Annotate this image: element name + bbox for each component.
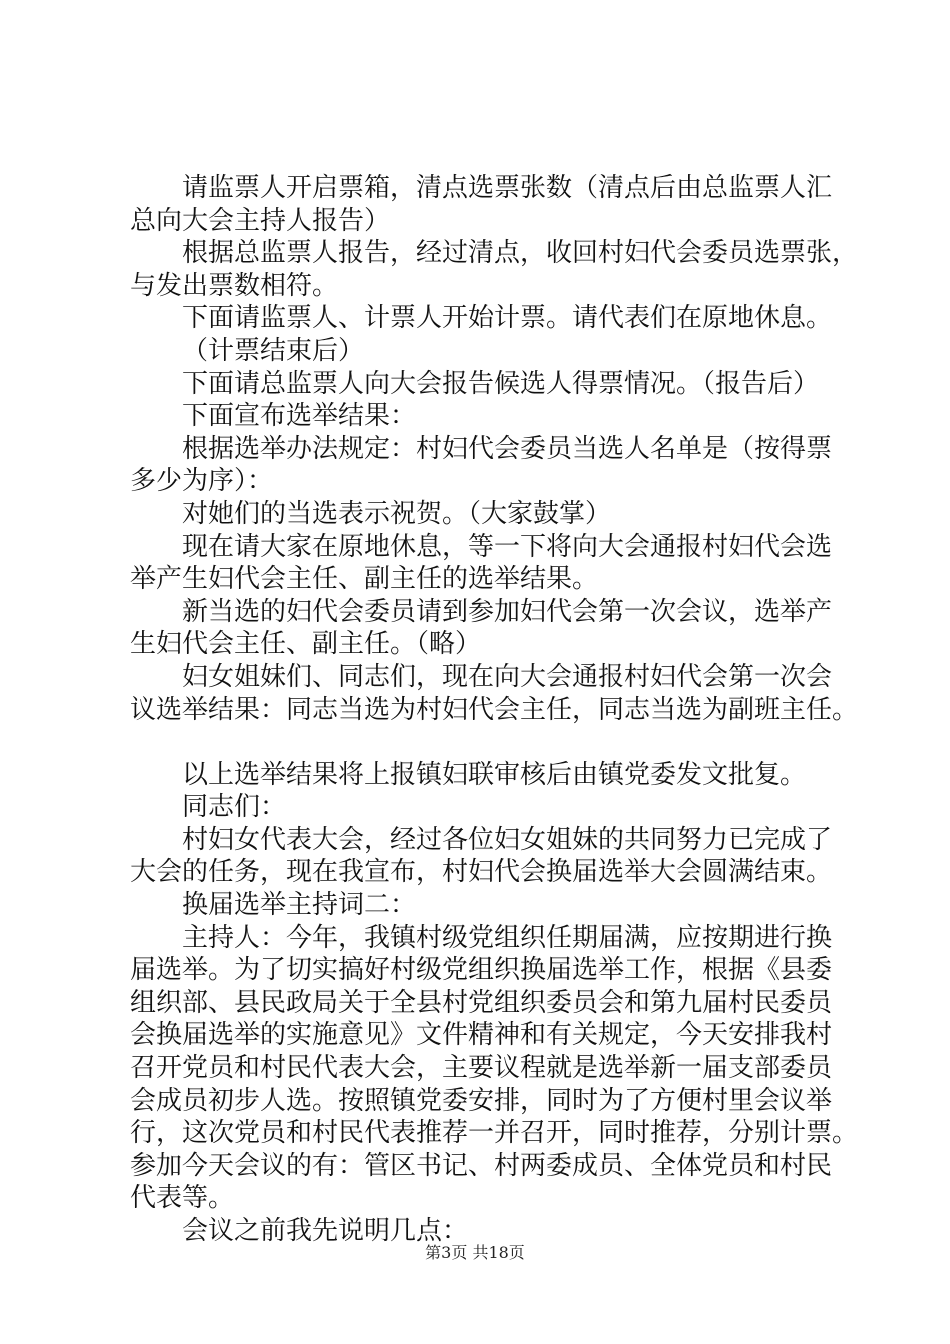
text-line: 同志们： [182,792,287,823]
text-line: 主持人：今年，我镇村级党组织任期届满，应按期进行换 [182,922,833,953]
text-line: 参加今天会议的有：管区书记、村两委成员、全体党员和村民 [130,1150,833,1181]
text-line: 根据选举办法规定：村妇代会委员当选人名单是（按得票 [182,433,833,464]
text-line: 对她们的当选表示祝贺。（大家鼓掌） [182,498,612,529]
text-line: 总向大会主持人报告） [130,205,391,236]
text-line: 以上选举结果将上报镇妇联审核后由镇党委发文批复。 [182,759,807,790]
text-line: 议选举结果：同志当选为村妇代会主任，同志当选为副班主任。 [130,694,859,725]
page-number-footer: 第3页 共18页 [425,1243,525,1262]
text-line: 根据总监票人报告，经过清点，收回村妇代会委员选票张， [182,238,859,269]
text-line: 下面请总监票人向大会报告候选人得票情况。（报告后） [182,368,820,399]
text-line: 请监票人开启票箱，清点选票张数（清点后由总监票人汇 [182,173,833,203]
text-line: 会成员初步人选。按照镇党委安排，同时为了方便村里会议举 [130,1085,833,1116]
text-line: 新当选的妇代会委员请到参加妇代会第一次会议，选举产 [182,596,833,627]
text-line: （计票结束后） [182,335,365,366]
paragraph-gap [130,726,846,759]
text-line: 举产生妇代会主任、副主任的选举结果。 [130,564,599,595]
text-line: 现在请大家在原地休息，等一下将向大会通报村妇代会选 [182,531,833,562]
text-line: 会换届选举的实施意见》文件精神和有关规定，今天安排我村 [130,1020,833,1051]
text-line: 会议之前我先说明几点： [182,1216,469,1246]
text-line: 换届选举主持词二： [182,890,417,921]
text-line: 代表等。 [130,1183,235,1214]
text-line: 大会的任务，现在我宣布，村妇代会换届选举大会圆满结束。 [130,857,833,888]
text-line: 生妇代会主任、副主任。（略） [130,629,482,660]
document-body [130,172,859,1248]
text-line: 召开党员和村民代表大会，主要议程就是选举新一届支部委员 [130,1053,833,1084]
text-line: 下面宣布选举结果： [182,401,417,432]
text-line: 组织部、县民政局关于全县村党组织委员会和第九届村民委员 [130,987,833,1018]
text-line: 下面请监票人、计票人开始计票。请代表们在原地休息。 [182,303,833,334]
text-line: 与发出票数相符。 [130,270,339,301]
text-line: 多少为序）： [130,466,274,497]
text-line: 妇女姐妹们、同志们，现在向大会通报村妇代会第一次会 [182,661,833,692]
text-line: 届选举。为了切实搞好村级党组织换届选举工作，根据《县委 [130,955,833,986]
text-line: 行，这次党员和村民代表推荐一并召开，同时推荐，分别计票。 [130,1118,859,1149]
text-line: 村妇女代表大会，经过各位妇女姐妹的共同努力已完成了 [182,824,833,855]
